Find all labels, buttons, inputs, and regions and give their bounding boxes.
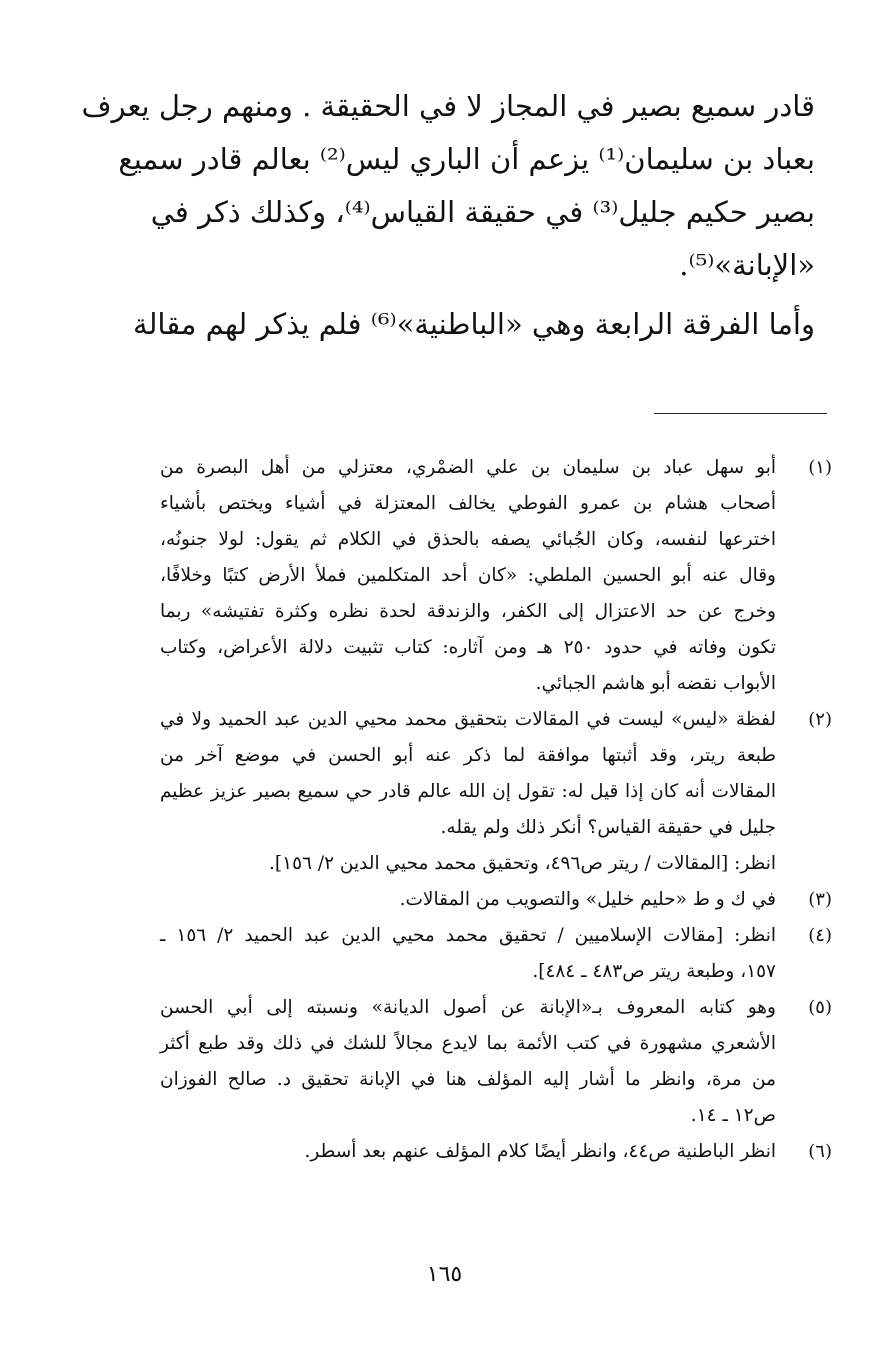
footnote-3 <box>160 882 832 918</box>
page-number: ١٦٥ <box>426 1262 463 1287</box>
footnote-line: في ك و ط «حليم خليل» والتصويب من المقالات. <box>399 889 776 910</box>
footnote-line: أصحاب هشام بن عمرو الفوطي يخالف المعتزلة في أشياء ويختص بأشياء <box>160 493 776 514</box>
main-text-line: بعباد بن سليمان⁽¹⁾ يزعم أن الباري ليس⁽²⁾ بعالم قادر سميع <box>118 142 815 176</box>
footnote-line: وقال عنه أبو الحسين الملطي: «كان أحد المتكلمين فملأ الأرض كتبًا وخلافًا، <box>160 565 776 586</box>
footnote-6 <box>160 1134 832 1170</box>
footnotes <box>160 450 832 1170</box>
footnote-line: طبعة ريتر، وقد أثبتها موافقة لما ذكر عنه أبو الحسن في موضع آخر من <box>160 745 776 766</box>
footnote-line: جليل في حقيقة القياس؟ أنكر ذلك ولم يقله. <box>440 817 776 838</box>
footnote-line: من مرة، وانظر ما أشار إليه المؤلف هنا في الإبانة تحقيق د. صالح الفوزان <box>160 1069 776 1090</box>
footnote-number: (٤) <box>808 925 832 946</box>
main-text-line: «الإبانة»⁽⁵⁾. <box>679 248 815 282</box>
main-text-line: قادر سميع بصير في المجاز لا في الحقيقة . ومنهم رجل يعرف <box>81 89 815 123</box>
footnote-line: الأشعري مشهورة في كتب الأئمة بما لايدع مجالاً للشك في ذلك وقد طبع أكثر <box>160 1033 776 1054</box>
footnote-line: وهو كتابه المعروف بـ«الإبانة عن أصول الديانة» ونسبته إلى أبي الحسن <box>160 997 776 1018</box>
footnote-line: انظر الباطنية ص٤٤، وانظر أيضًا كلام المؤلف عنهم بعد أسطر. <box>304 1141 776 1162</box>
footnote-line: ١٥٧، وطبعة ريتر ص٤٨٣ ـ ٤٨٤]. <box>532 961 776 982</box>
footnote-line: انظر: [مقالات الإسلاميين / تحقيق محمد محيي الدين عبد الحميد ٢/ ١٥٦ ـ <box>160 925 776 946</box>
main-text-line: بصير حكيم جليل⁽³⁾ في حقيقة القياس⁽⁴⁾، وكذلك ذكر في <box>150 195 815 229</box>
footnote-line: الأبواب نقضه أبو هاشم الجبائي. <box>535 673 776 694</box>
footnote-line: أبو سهل عباد بن سليمان بن علي الضمْري، معتزلي من أهل البصرة من <box>160 457 776 478</box>
footnote-4 <box>160 918 832 990</box>
footnote-line: ص١٢ ـ ١٤. <box>690 1105 776 1126</box>
footnote-line: انظر: [المقالات / ريتر ص٤٩٦، وتحقيق محمد محيي الدين ٢/ ١٥٦]. <box>269 853 776 874</box>
footnote-1 <box>160 450 832 702</box>
footnote-number: (٣) <box>808 889 832 910</box>
footnote-number: (٦) <box>808 1141 832 1162</box>
footnote-5 <box>160 990 832 1134</box>
footnote-line: المقالات أنه كان إذا قيل له: تقول إن الله عالم قادر حي سميع بصير عزيز عظيم <box>160 781 776 802</box>
footnote-divider <box>654 413 827 414</box>
footnote-number: (١) <box>808 457 832 478</box>
main-text <box>81 80 815 351</box>
footnote-line: تكون وفاته في حدود ٢٥٠ هـ ومن آثاره: كتاب تثبيت دلالة الأعراض، وكتاب <box>160 637 776 658</box>
footnote-line: لفظة «ليس» ليست في المقالات بتحقيق محمد محيي الدين عبد الحميد ولا في <box>160 709 776 730</box>
footnote-line: وخرج عن حد الاعتزال إلى الكفر، والزندقة لحدة نظره وكثرة تفتيشه» ربما <box>160 601 776 622</box>
footnote-line: اخترعها لنفسه، وكان الجُبائي يصفه بالحذق في الكلام ثم يقول: لولا جنونُه، <box>160 529 776 550</box>
footnote-number: (٥) <box>808 997 832 1018</box>
main-text-line: وأما الفرقة الرابعة وهي «الباطنية»⁽⁶⁾ فلم يذكر لهم مقالة <box>133 307 815 341</box>
footnote-number: (٢) <box>808 709 832 730</box>
footnote-2 <box>160 702 832 882</box>
